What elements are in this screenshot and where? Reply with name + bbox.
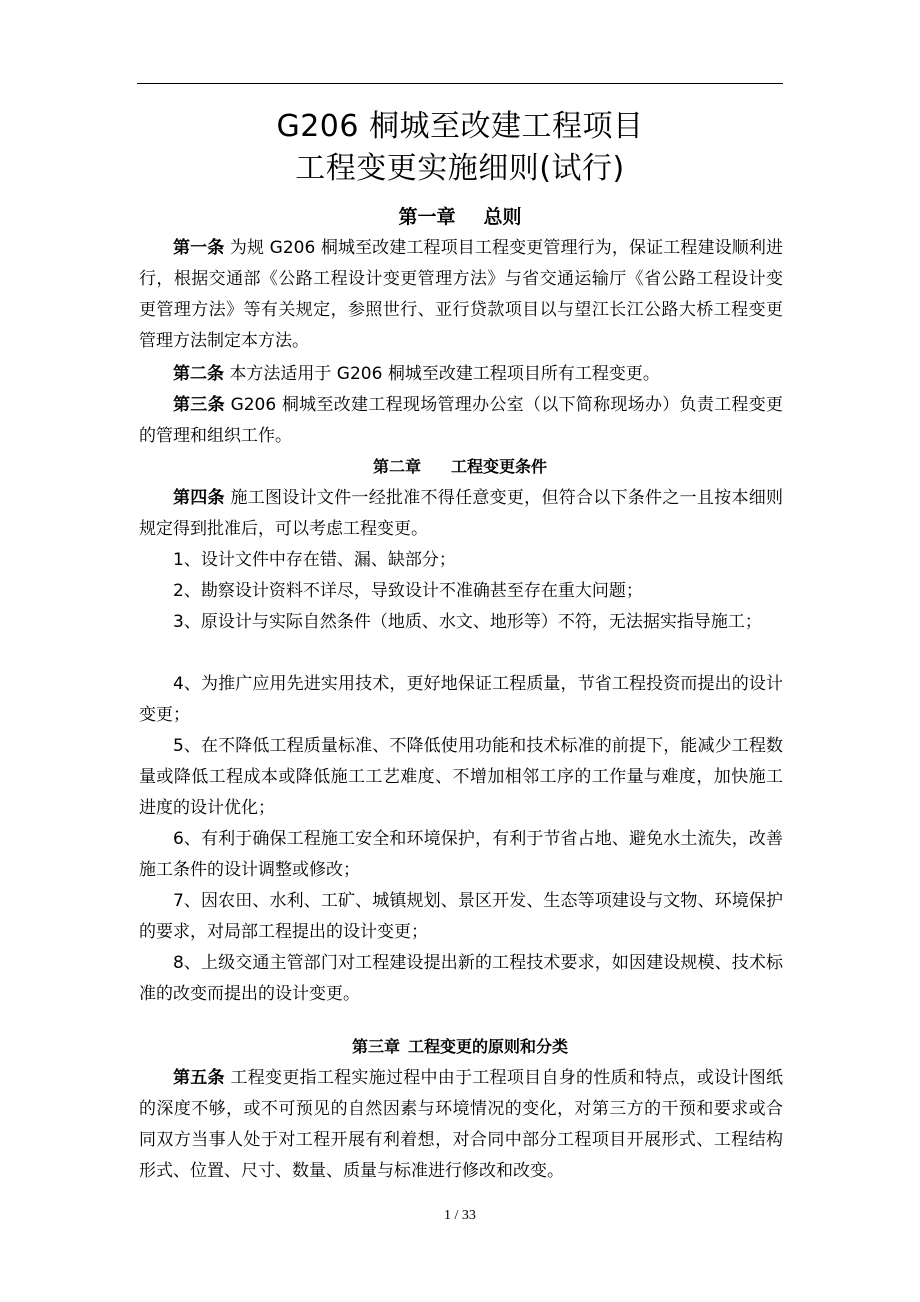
chapter-3-heading [137,1034,783,1060]
chapter-number: 第二章 [372,457,421,476]
chapter-number: 第一章 [398,206,456,228]
article-1 [139,233,783,357]
article-text: 工程变更指工程实施过程中由于工程项目自身的性质和特点，或设计图纸的深度不够，或不可预见的自然因素与环境情况的变化，对第三方的干预和要求或合同双方当事人处于对工程开展有利着想，对合同中部分工程项目开展形式、工程结构形式、位置、尺寸、数量、质量与标准进行修改和改变。 [139,1068,784,1181]
condition-item: 7、因农田、水利、工矿、城镇规划、景区开发、生态等项建设与文物、环境保护的要求，对局部工程提出的设计变更； [139,891,783,942]
condition-item: 2、勘察设计资料不详尽，导致设计不准确甚至存在重大问题； [173,581,643,601]
condition-item: 3、原设计与实际自然条件（地质、水文、地形等）不符，无法据实指导施工； [173,612,762,632]
condition-item: 5、在不降低工程质量标准、不降低使用功能和技术标准的前提下，能减少工程数量或降低工程成本或降低施工工艺难度、不增加相邻工序的工作量与难度，加快施工进度的设计优化； [139,736,783,818]
condition-item: 6、有利于确保工程施工安全和环境保护，有利于节省占地、避免水土流失，改善施工条件的设计调整或修改； [139,829,783,880]
page-number: 1 / 33 [444,1208,476,1223]
chapter-number: 第三章 [351,1037,400,1056]
chapter-name: 工程变更的原则和分类 [408,1037,569,1056]
article-label: 第二条 [173,364,224,384]
article-text: 施工图设计文件一经批准不得任意变更，但符合以下条件之一且按本细则规定得到批准后，可以考虑工程变更。 [139,488,784,539]
condition-item: 8、上级交通主管部门对工程建设提出新的工程技术要求，如因建设规模、技术标准的改变而提出的设计变更。 [139,953,783,1004]
article-label: 第四条 [173,488,225,508]
document-title-line-2: 工程变更实施细则(试行) [295,151,625,186]
article-5 [139,1063,783,1187]
chapter-1-heading [137,203,783,231]
article-text: 为规 G206 桐城至改建工程项目工程变更管理行为，保证工程建设顺利进行，根据交通部《公路工程设计变更管理方法》与省交通运输厅《省公路工程设计变更管理方法》等有关规定，参照世行、亚行贷款项目以与望江长江公路大桥工程变更管理方法制定本方法。 [139,238,783,351]
article-label: 第一条 [173,238,225,258]
article-label: 第三条 [173,395,225,415]
article-2 [139,359,783,390]
chapter-name: 总则 [483,206,522,228]
condition-item: 1、设计文件中存在错、漏、缺部分； [173,550,456,570]
article-4 [139,483,783,545]
header-rule [137,83,783,84]
chapter-name: 工程变更条件 [451,457,548,476]
article-text: 本方法适用于 G206 桐城至改建工程项目所有工程变更。 [224,364,660,384]
document-title-line-1: G206 桐城至改建工程项目 [276,109,644,144]
article-3 [139,390,783,452]
condition-item: 4、为推广应用先进实用技术，更好地保证工程质量，节省工程投资而提出的设计变更； [139,674,783,725]
article-label: 第五条 [173,1068,225,1088]
article-text: G206 桐城至改建工程现场管理办公室（以下简称现场办）负责工程变更的管理和组织工作。 [139,395,783,446]
chapter-2-heading [137,454,783,480]
